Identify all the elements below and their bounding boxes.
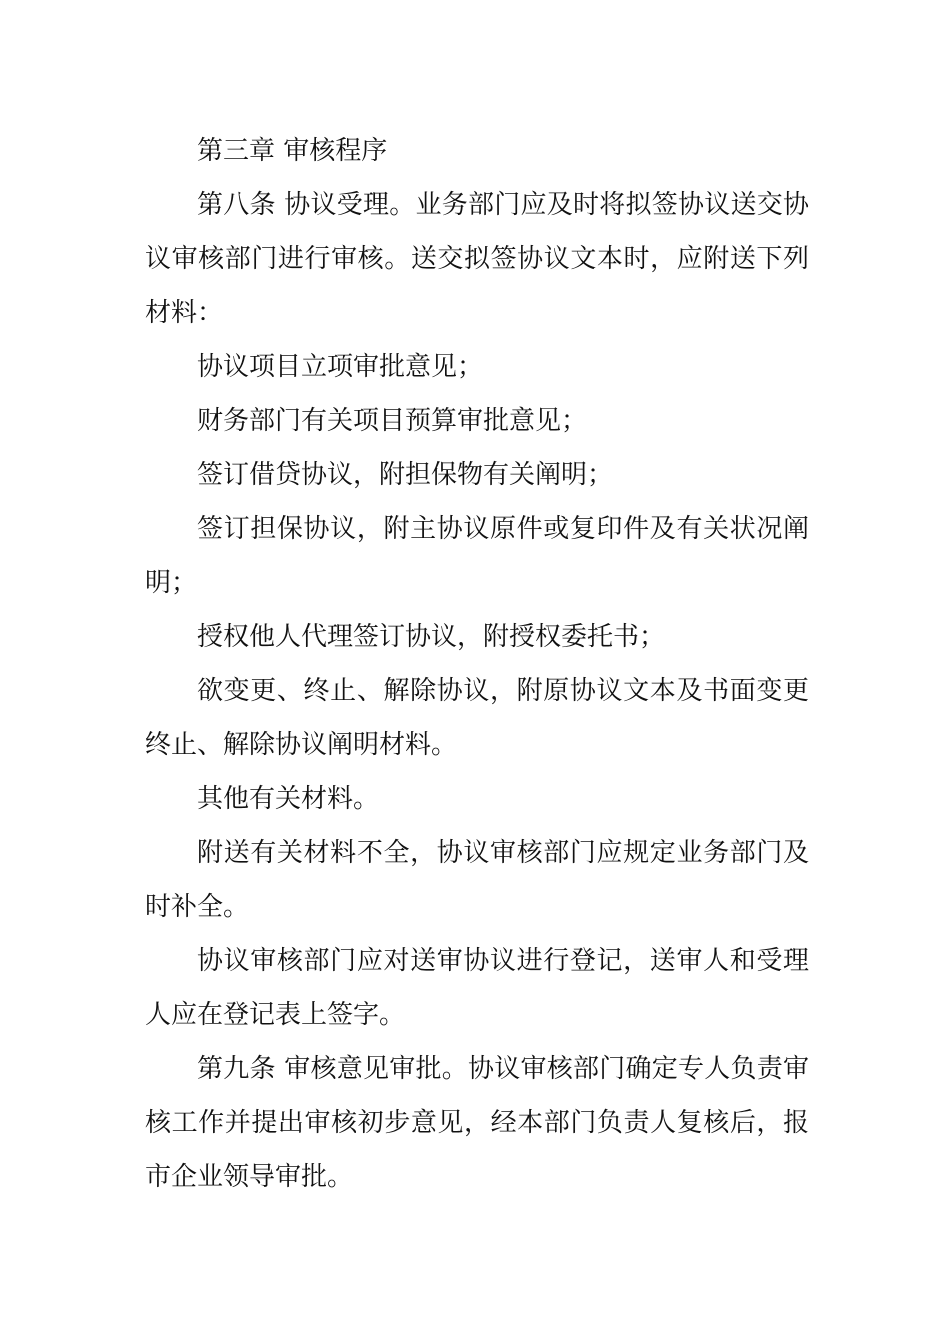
list-item: 协议项目立项审批意见； [197, 352, 484, 382]
body-paragraph: 协议审核部门应对送审协议进行登记，送审人和受理人应在登记表上签字。 [145, 946, 809, 1030]
list-item: 欲变更、终止、解除协议，附原协议文本及书面变更终止、解除协议阐明材料。 [145, 676, 809, 760]
list-item: 财务部门有关项目预算审批意见； [197, 406, 588, 436]
body-paragraph: 附送有关材料不全，协议审核部门应规定业务部门及时补全。 [145, 838, 809, 922]
article-8-paragraph: 第八条 协议受理。业务部门应及时将拟签协议送交协议审核部门进行审核。送交拟签协议文本时，应附送下列材料： [145, 190, 809, 328]
document-body [145, 124, 809, 1204]
list-item: 签订借贷协议，附担保物有关阐明； [197, 460, 614, 490]
article-9-paragraph: 第九条 审核意见审批。协议审核部门确定专人负责审核工作并提出审核初步意见，经本部门负责人复核后，报市企业领导审批。 [145, 1054, 809, 1192]
list-item: 其他有关材料。 [197, 784, 380, 814]
list-item: 授权他人代理签订协议，附授权委托书； [197, 622, 666, 652]
chapter-heading: 第三章 审核程序 [197, 136, 388, 166]
list-item: 签订担保协议，附主协议原件或复印件及有关状况阐明； [145, 514, 809, 598]
